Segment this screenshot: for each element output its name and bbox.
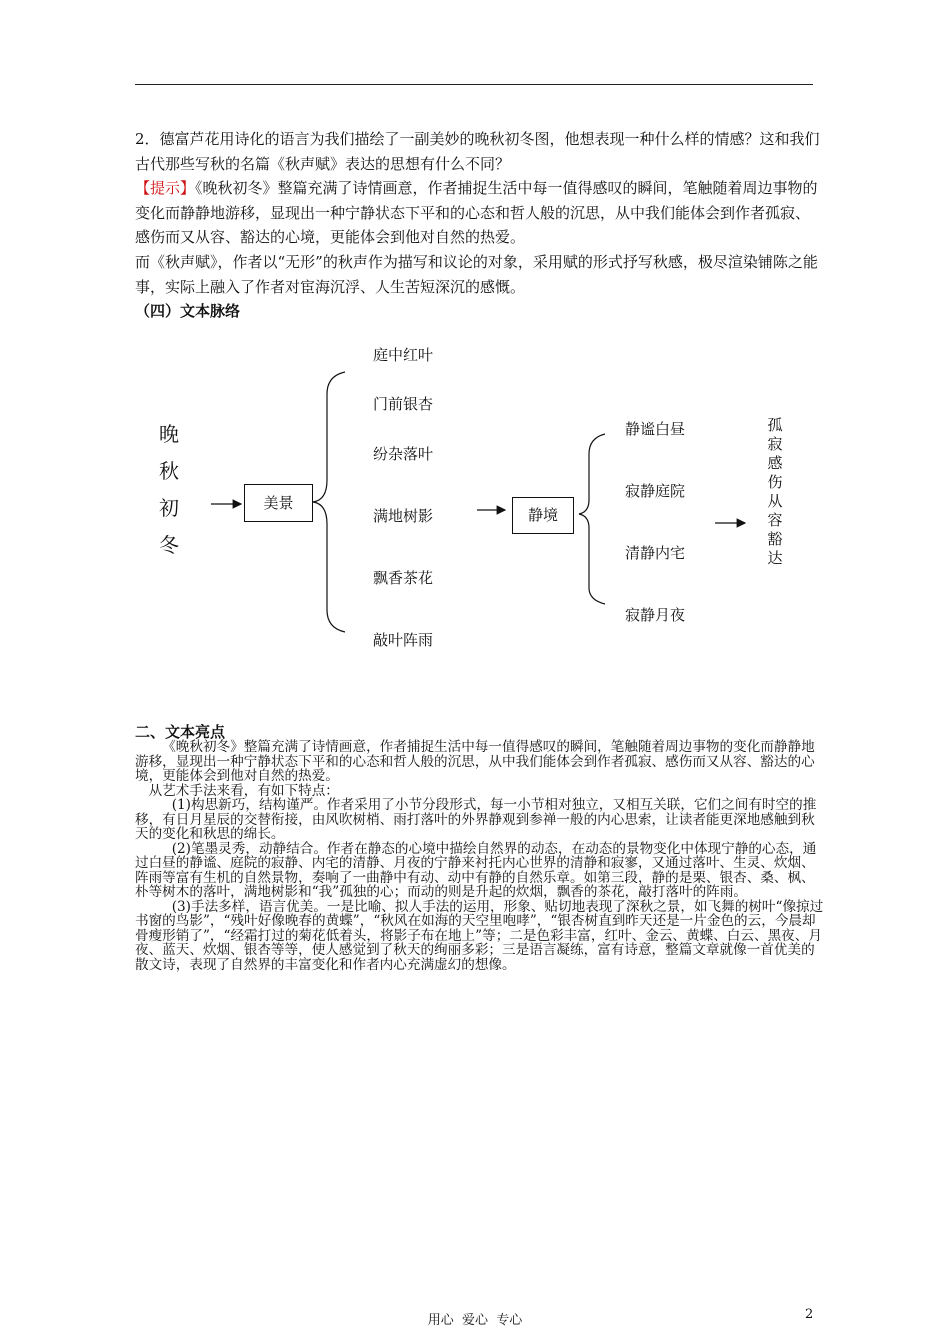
result-vertical <box>766 416 784 568</box>
section-4-heading: （四）文本脉络 <box>135 302 241 320</box>
result-char: 寂 <box>767 435 783 453</box>
state-item: 寂静月夜 <box>625 606 686 624</box>
section-2-body <box>135 740 825 972</box>
header-rule <box>135 84 813 85</box>
scene-item: 敲叶阵雨 <box>373 631 434 649</box>
scene-item: 门前银杏 <box>373 395 434 413</box>
brace-1 <box>313 372 345 632</box>
question-2: 2．德富芦花用诗化的语言为我们描绘了一副美妙的晚秋初冬图，他想表现一种什么样的情感？这和我们古代那些写秋的名篇《秋声赋》表达的思想有什么不同？ <box>135 130 820 173</box>
section-2-heading: 二、文本亮点 <box>135 723 226 741</box>
state-item: 寂静庭院 <box>625 482 686 500</box>
hint-paragraph <box>135 176 820 250</box>
hint-paragraph-2: 而《秋声赋》，作者以“无形”的秋声作为描写和议论的对象，采用赋的形式抒写秋感，极尽渲染铺陈之能事，实际上融入了作者对宦海沉浮、人生苦短深沉的感慨。 <box>135 253 818 296</box>
diagram-lines <box>135 330 815 670</box>
title-char: 冬 <box>159 533 179 557</box>
title-char: 初 <box>159 496 179 520</box>
title-vertical <box>157 416 181 564</box>
title-char: 秋 <box>159 459 179 483</box>
highlight-paragraph: (2)笔墨灵秀，动静结合。作者在静态的心境中描绘自然界的动态，在动态的景物变化中体现宁静的心态，通过白昼的静谧、庭院的寂静、内宅的清静、月夜的宁静来衬托内心世界的清静和寂寥，又通过落叶、生灵、炊烟、阵雨等富有生机的自然景物，奏响了一曲静中有动、动中有静的自然乐章。如第三段，静的是栗、银杏、桑、枫、朴等树木的落叶，满地树影和“我”孤独的心；而动的则是升起的炊烟，飘香的茶花，敲打落叶的阵雨。 <box>135 840 817 900</box>
hint-text: 《晚秋初冬》整篇充满了诗情画意，作者捕捉生活中每一值得感叹的瞬间，笔触随着周边事物的变化而静静地游移，显现出一种宁静状态下平和的心态和哲人般的沉思，从中我们能体会到作者孤寂、感伤而又从容、豁达的心境，更能体会到他对自然的热爱。 <box>135 179 818 246</box>
state-item: 清静内宅 <box>625 544 686 562</box>
scene-item: 飘香茶花 <box>373 569 434 587</box>
text-structure-diagram <box>135 330 815 670</box>
hint-label: 【提示】 <box>135 179 196 197</box>
highlight-paragraph: 《晚秋初冬》整篇充满了诗情画意，作者捕捉生活中每一值得感叹的瞬间，笔触随着周边事物的变化而静静地游移，显现出一种宁静状态下平和的心态和哲人般的沉思，从中我们能体会到作者孤寂、感伤而又从容、豁达的心境，更能体会到他对自然的热爱。 <box>135 739 815 784</box>
highlight-paragraph: 从艺术手法来看，有如下特点： <box>148 782 339 799</box>
page-footer: 用心 爱心 专心 <box>427 1313 523 1328</box>
box-quiet-state: 静境 <box>512 497 574 534</box>
result-char: 从 <box>767 492 783 510</box>
result-char: 容 <box>767 511 783 529</box>
result-char: 达 <box>767 549 783 567</box>
highlight-paragraph: (3)手法多样，语言优美。一是比喻、拟人手法的运用，形象、贴切地表现了深秋之景，如飞舞的树叶“像掠过书窗的鸟影”，“残叶好像晚春的黄蝶”，“秋风在如海的天空里咆哮”，“银杏树直到昨天还是一片金色的云，今晨却骨瘦形销了”，“经霜打过的菊花低着头，将影子布在地上”等；二是色彩丰富，红叶、金云、黄蝶、白云、黑夜、月夜、蓝天、炊烟、银杏等等，使人感觉到了秋天的绚丽多彩；三是语言凝练，富有诗意，整篇文章就像一首优美的散文诗，表现了自然界的丰富变化和作者内心充满虚幻的想像。 <box>135 898 824 973</box>
title-char: 晚 <box>159 422 179 446</box>
brace-2 <box>579 434 605 604</box>
scene-item: 纷杂落叶 <box>373 445 434 463</box>
result-char: 孤 <box>767 416 783 434</box>
box-scenery: 美景 <box>244 484 313 522</box>
page-number: 2 <box>805 1307 814 1322</box>
result-char: 感 <box>767 454 783 472</box>
scene-item: 满地树影 <box>373 507 434 525</box>
result-char: 伤 <box>767 473 783 491</box>
state-item: 静谧白昼 <box>625 420 686 438</box>
highlight-paragraph: (1)构思新巧，结构谨严。作者采用了小节分段形式，每一小节相对独立，又相互关联，它们之间有时空的推移，有日月星辰的交替衔接，由风吹树梢、雨打落叶的外界静观到参禅一般的内心思索，让读者能更深地感触到秋天的变化和秋思的绵长。 <box>135 797 817 842</box>
scene-item: 庭中红叶 <box>373 346 434 364</box>
result-char: 豁 <box>767 530 783 548</box>
